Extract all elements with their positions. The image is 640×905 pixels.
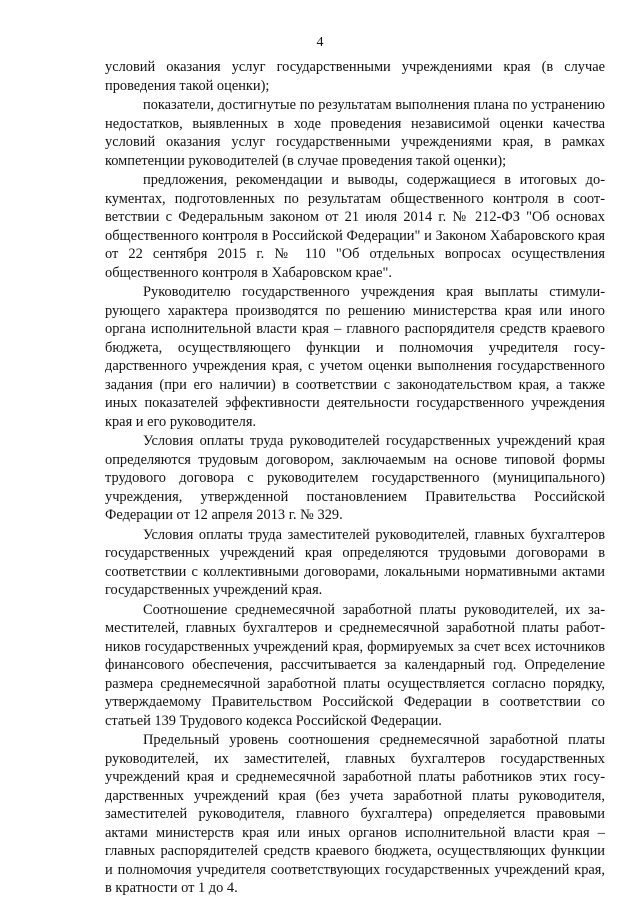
paragraph-incentive-payments: Руководителю государственного учреждения края выплаты стимулирующего характера производятся по решению министерства края или иного органа исполнительной власти края – главного распорядителя средств краевого бюджета, осуществляющего функции и полномочия учредителя государственного учреждения края, с учетом оценки выполнения государственного задания (при его наличии) в соответствии с законодательством края, а также иных показателей эффективности деятельности государственного учреждения края и его руководителя. <box>105 284 605 430</box>
paragraph-salary-ratio-calculation: Соотношение среднемесячной заработной платы руководителей, их заместителей, главных бухгалтеров и среднемесячной заработной платы работников государственных учреждений края, формируемых за счет всех источников финансового обеспечения, рассчитывается за календарный год. Определение размера среднемесячной заработной платы осуществляется согласно порядку, утверждаемому Правительством Российской Федерации в соответствии со статьей 139 Трудового кодекса Российской Федерации. <box>105 601 605 729</box>
document-body <box>105 58 605 899</box>
page-number: 4 <box>316 35 324 50</box>
paragraph-public-control-proposals: предложения, рекомендации и выводы, содержащиеся в итоговых документах, подготовленных по результатам общественного контроля в соответствии с Федеральным законом от 21 июля 2014 г. № 212-ФЗ "Об основах общественного контроля в Российской Федерации" и Законом Хабаровского края от 22 сентября 2015 г. № 110 "Об отдельных вопросах осуществления общественного контроля в Хабаровском крае". <box>105 172 605 281</box>
paragraph-continuation: условий оказания услуг государственными учреждениями края (в случае проведения такой оценки); <box>105 59 605 94</box>
paragraph-deputy-pay-conditions: Условия оплаты труда заместителей руководителей, главных бухгалтеров государственных учреждений края определяются трудовыми договорами в соответствии с коллективными договорами, локальными нормативными актами государственных учреждений края. <box>105 526 605 598</box>
paragraph-salary-ratio-limit: Предельный уровень соотношения среднемесячной заработной платы руководителей, их заместителей, главных бухгалтеров государственных учреждений края и среднемесячной заработной платы работников этих государственных учреждений края (без учета заработной платы руководителя, заместителей руководителя, главного бухгалтера) определяется правовыми актами министерств края или иных органов исполнительной власти края – главных распорядителей средств краевого бюджета, осуществляющих функции и полномочия учредителя соответствующих государственных учреждений края, в кратности от 1 до 4. <box>105 732 605 896</box>
paragraph-director-pay-conditions: Условия оплаты труда руководителей государственных учреждений края определяются трудовым договором, заключаемым на основе типовой формы трудового договора с руководителем государственного (муниципального) учреждения, утвержденной постановлением Правительства Российской Федерации от 12 апреля 2013 г. № 329. <box>105 433 605 523</box>
paragraph-independent-assessment-plan: показатели, достигнутые по результатам выполнения плана по устранению недостатков, выявленных в ходе проведения независимой оценки качества условий оказания услуг государственными учреждениями края, в рамках компетенции руководителей (в случае проведения такой оценки); <box>105 97 605 169</box>
